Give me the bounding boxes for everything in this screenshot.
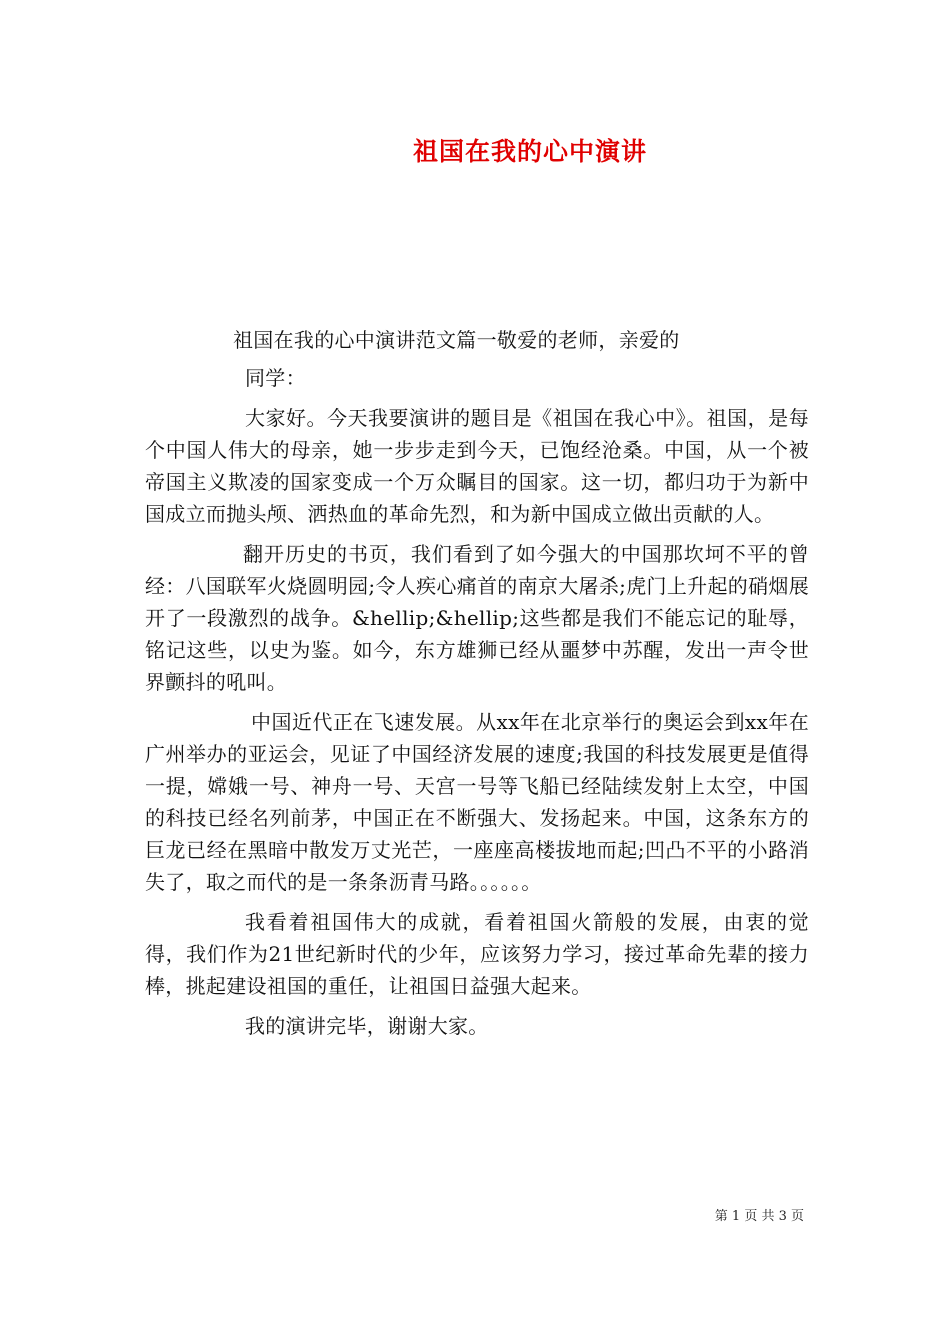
paragraph-3: 中国近代正在飞速发展。从xx年在北京举行的奥运会到xx年在广州举办的亚运会，见证了中国经济发展的速度;我国的科技发展更是值得一提，嫦娥一号、神舟一号、天宫一号等飞船已经陆续发射上太空，中国的科技已经名列前茅，中国正在不断强大、发扬起来。中国，这条东方的巨龙已经在黑暗中散发万丈光芒，一座座高楼拔地而起;凹凸不平的小路消失了，取之而代的是一条条沥青马路。。。。。。 [145,710,809,894]
paragraph-1: 大家好。今天我要演讲的题目是《祖国在我心中》。祖国，是每个中国人伟大的母亲，她一步步走到今天，已饱经沧桑。中国，从一个被帝国主义欺凌的国家变成一个万众瞩目的国家。这一切，都归功于为新中国成立而抛头颅、洒热血的革命先烈，和为新中国成立做出贡献的人。 [145,406,809,526]
paragraph-2: 翻开历史的书页，我们看到了如今强大的中国那坎坷不平的曾经：八国联军火烧圆明园;令人疾心痛首的南京大屠杀;虎门上升起的硝烟展开了一段激烈的战争。&hellip;&hellip;这些都是我们不能忘记的耻辱，铭记这些，以史为鉴。如今，东方雄狮已经从噩梦中苏醒，发出一声令世界颤抖的吼叫。 [145,542,809,694]
salutation-line-2: 同学： [245,366,306,390]
document-body [145,324,809,1042]
salutation-line-1: 祖国在我的心中演讲范文篇一敬爱的老师，亲爱的 [233,328,680,352]
paragraph-4: 我看着祖国伟大的成就，看着祖国火箭般的发展，由衷的觉得，我们作为21世纪新时代的少年，应该努力学习，接过革命先辈的接力棒，挑起建设祖国的重任，让祖国日益强大起来。 [145,910,809,998]
page-title: 祖国在我的心中演讲 [412,137,647,166]
page-number-footer: 第 1 页 共 3 页 [714,1209,804,1224]
paragraph-5: 我的演讲完毕，谢谢大家。 [245,1014,489,1038]
